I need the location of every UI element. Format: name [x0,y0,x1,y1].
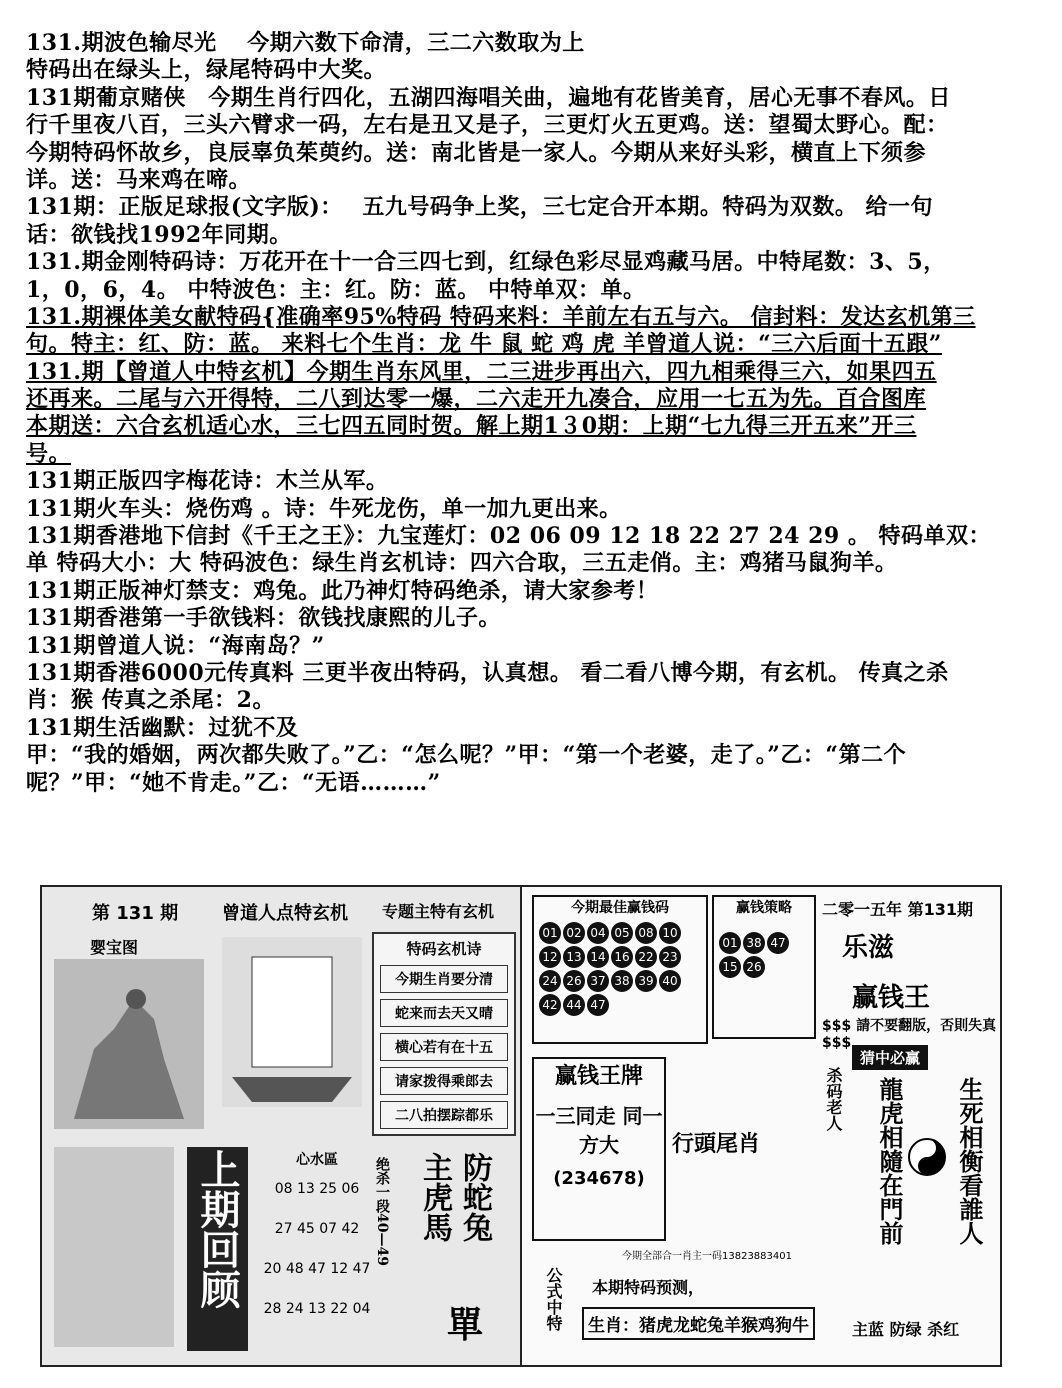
text-line: 131.期金刚特码诗：万花开在十一合三四七到，红绿色彩尽显鸡藏马居。中特尾数：3、5， [26,249,946,276]
zodiac-list: 生肖：猪虎龙蛇兔羊猴鸡狗牛 [582,1307,815,1340]
strategy-ball: 38 [743,932,765,954]
best-numbers-box [532,895,708,1044]
number-ball: 12 [539,946,561,968]
prediction: 本期特码预测， [592,1278,705,1297]
xinshui-row: 27 45 07 42 [274,1221,360,1237]
header-zeng: 曾道人点特玄机 [222,903,348,924]
number-ball: 24 [539,970,561,992]
zodiac-fang: 防蛇兔 [457,1152,492,1242]
xinshui-box [242,1149,392,1349]
poem-line: 二八拍摆踪都乐 [380,1101,508,1129]
ad-line: $$$ 請不要翻版，否則失真 $$$ [822,1018,997,1051]
dan-label: 單 [447,1305,484,1346]
xinshui-row: 28 24 13 22 04 [263,1301,371,1317]
text-line: 1，0，6，4。 中特波色：主：红。防：蓝。 中特单双：单。 [26,276,646,303]
number-ball: 08 [635,922,657,944]
phone-line: 今期全部合一肖主一码13823883401 [622,1251,792,1262]
number-ball: 38 [611,970,633,992]
best-numbers-title: 今期最佳赢钱码 [571,900,669,916]
article-text [26,30,1041,797]
king-card [532,1057,666,1241]
goat-icon [54,959,204,1129]
formula-label: 公式中特 [544,1267,563,1331]
text-line: 131.期波色输尽光 今期六数下命清，三二六数取为上 [26,30,585,56]
king-numbers: (234678) [553,1168,645,1189]
number-ball: 26 [563,970,585,992]
kill-old-man: 杀码老人 [824,1067,843,1131]
dragon-tiger: 龍虎相隨在門前 [875,1077,904,1245]
text-line: 呢？”甲：“她不肯走。”乙：“无语………” [26,769,441,796]
xinshui-numbers [242,1169,392,1329]
issue-label: 第 131 期 [92,903,179,924]
number-ball: 02 [563,922,585,944]
goat-illustration [54,959,204,1129]
number-ball: 23 [659,946,681,968]
strategy-ball: 15 [719,956,741,978]
life-death: 生死相衡看誰人 [955,1077,984,1245]
text-line: 还再来。二尾与六开得特，二八到达零一爆，二六走开九凑合，应用一七五为先。百合图库 [26,386,927,413]
number-ball: 44 [563,994,585,1016]
number-ball: 05 [611,922,633,944]
text-line: 131.期裸体美女献特码{准确率95%特码 特码来料：羊前左右五与六。 信封料：发达玄机第三 [26,303,976,330]
poem-lines [374,965,514,1129]
number-ball: 40 [659,970,681,992]
king-text: 一三同走 同一方大 [535,1104,663,1157]
poem-box [372,932,516,1136]
strategy-ball: 26 [743,956,765,978]
text-line: 本期送：六合玄机适心水，三七四五同时贺。解上期1３0期：上期“七九得三开五来”开三 [26,413,917,440]
sailboat-illustration [222,937,362,1107]
guess-win: 猜中必赢 [852,1045,928,1070]
poem-line: 请家拨得乘郎去 [380,1067,508,1095]
xinshui-title: 心水區 [296,1152,338,1168]
text-line: 131期香港第一手欲钱料：欲钱找康熙的儿子。 [26,605,501,632]
strategy-ball: 01 [719,932,741,954]
right-collage-panel [520,885,1002,1367]
text-line: 131期生活幽默：过犹不及 [26,714,299,741]
xinshui-row: 08 13 25 06 [274,1181,360,1197]
poem-title: 特码玄机诗 [406,940,482,958]
text-line: 单 特码大小：大 特码波色：绿生肖玄机诗：四六合取，三五走俏。主：鸡猪马鼠狗羊。 [26,550,898,577]
text-line: 今期特码怀故乡，良辰辜负茱萸约。送：南北皆是一家人。今期从来好头彩，横直上下须参 [26,139,927,166]
text-line: 详。送：马来鸡在啼。 [26,166,252,193]
header-special: 专题主特有玄机 [382,902,495,921]
number-balls [534,917,706,1021]
text-line: 肖：猴 传真之杀尾：2。 [26,687,275,714]
number-ball: 16 [611,946,633,968]
head-tail-zodiac: 行頭尾肖 [672,1132,761,1157]
text-line: 131期正版四字梅花诗：木兰从军。 [26,468,389,495]
strategy-balls [714,917,814,993]
text-line: 131期曾道人说：“海南岛？” [26,632,325,659]
text-line: 131期香港地下信封《千王之王》：九宝莲灯：02 06 09 12 18 22 27 24 29 。 特码单双： [26,523,992,550]
text-line: 行千里夜八百，三头六臂求一码，左右是丑又是子，三更灯火五更鸡。送：望蜀太野心。配： [26,112,949,139]
strategy-box [712,895,816,1039]
number-ball: 47 [587,994,609,1016]
text-line: 话：欲钱找1992年同期。 [26,221,292,248]
newspaper-collage [40,885,1000,1363]
yinyang-icon [907,1137,947,1181]
text-line: 131期正版神灯禁支：鸡兔。此乃神灯特码绝杀，请大家参考！ [26,577,659,604]
number-ball: 22 [635,946,657,968]
left-collage-panel [40,885,522,1367]
text-line: 号。 [26,440,72,467]
text-line: 特码出在绿头上，绿尾特码中大奖。 [26,57,387,84]
number-ball: 04 [587,922,609,944]
winking-title: 赢钱王 [852,983,931,1013]
number-ball: 37 [587,970,609,992]
text-line: 131期火车头：烧伤鸡 。诗：牛死龙伤，单一加九更出来。 [26,495,622,522]
lexuan-title: 乐滋 [842,933,895,963]
text-line: 甲：“我的婚姻，两次都失败了。”乙：“怎么呢？”甲：“第一个老婆，走了。”乙：“第二个 [26,742,907,769]
text-line: 131期：正版足球报(文字版)： 五九号码争上奖，三七定合开本期。特码为双数。 给一句 [26,194,934,221]
year-issue: 二零一五年 第131期 [822,900,973,919]
strategy-title: 赢钱策略 [736,900,792,916]
review-banner: 上期回顾 [187,1147,248,1351]
zodiac-main: 主虎馬 [417,1152,452,1242]
poem-line: 今期生肖要分清 [380,965,508,993]
strategy-ball: 47 [767,932,789,954]
number-ball: 39 [635,970,657,992]
figure-illustration [54,1147,174,1347]
color-hint: 主蓝 防绿 杀红 [852,1320,960,1339]
number-ball: 14 [587,946,609,968]
sailboat-icon [222,937,362,1107]
text-line: 句。特主：红、防：蓝。 来料七个生肖：龙 牛 鼠 蛇 鸡 虎 羊曾道人说：“三六后面十五跟” [26,331,942,358]
text-line: 131期香港6000元传真料 三更半夜出特码，认真想。 看二看八博今期，有玄机。 传真之杀 [26,659,949,686]
kill-segment: 绝杀一段40—49 [374,1157,390,1266]
text-line: 131.期【曾道人中特玄机】今期生肖东风里，二三进步再出六，四九相乘得三六，如果四五 [26,358,937,385]
xinshui-row: 20 48 47 12 47 [263,1261,371,1277]
poem-line: 蛇来而去天又晴 [380,999,508,1027]
text-line: 131期葡京赌侠 今期生肖行四化，五湖四海唱关曲，遍地有花皆美育，居心无事不春风。日 [26,84,951,111]
number-ball: 42 [539,994,561,1016]
poem-line: 横心若有在十五 [380,1033,508,1061]
number-ball: 01 [539,922,561,944]
baby-title: 婴宝图 [90,938,139,957]
king-title: 赢钱王牌 [554,1064,643,1089]
number-ball: 13 [563,946,585,968]
number-ball: 10 [659,922,681,944]
